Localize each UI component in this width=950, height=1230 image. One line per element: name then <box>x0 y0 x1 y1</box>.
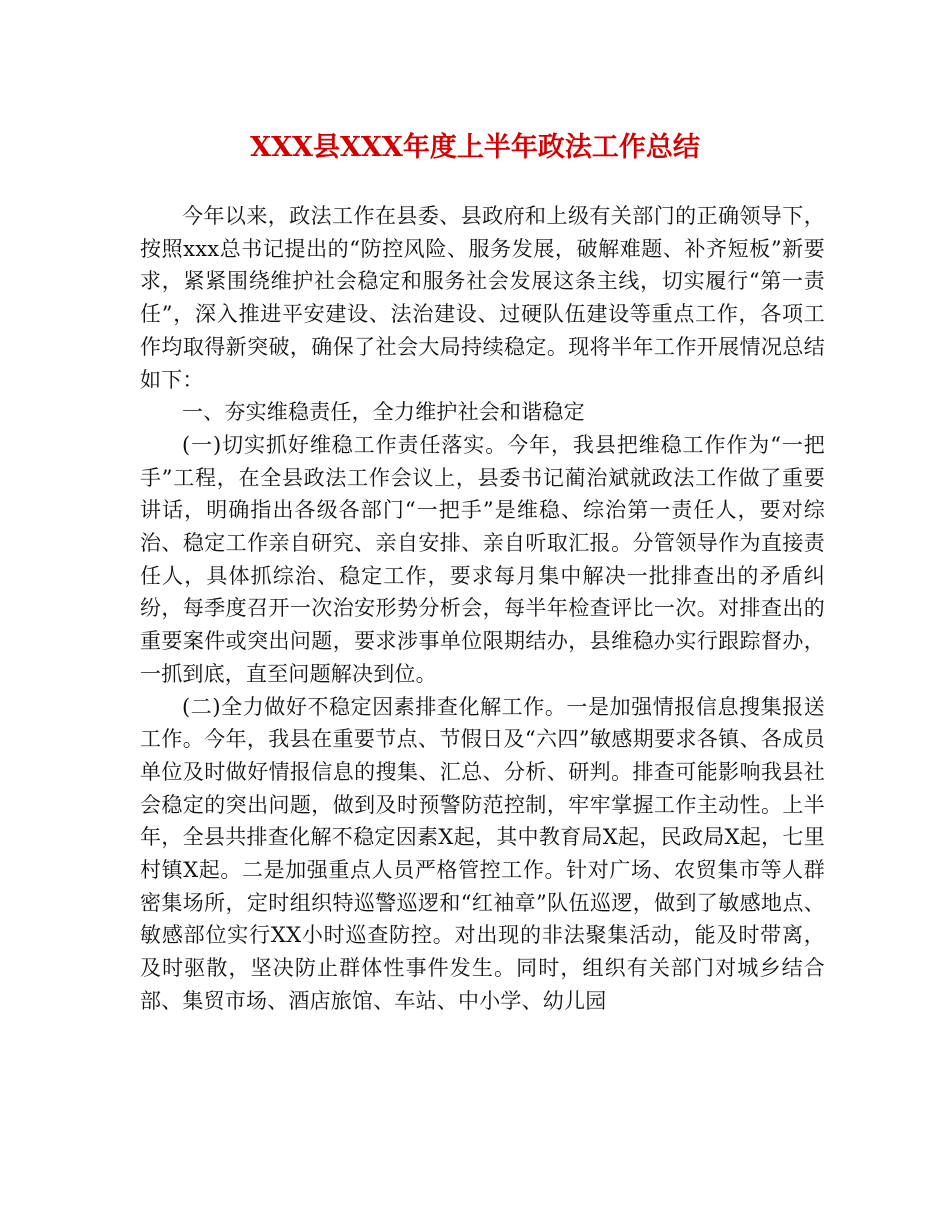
section-heading: 一、夯实维稳责任，全力维护社会和谐稳定 <box>182 400 585 425</box>
document-body <box>140 200 825 1018</box>
paragraph-responsibility: (一)切实抓好维稳工作责任落实。今年，我县把维稳工作作为“一把手”工程，在全县政法工作会议上，县委书记蔺治斌就政法工作做了重要讲话，明确指出各级各部门“一把手”是维稳、综治第一责任人，要对综治、稳定工作亲自研究、亲自安排、亲自听取汇报。分管领导作为直接责任人，具体抓综治、稳定工作，要求每月集中解决一批排查出的矛盾纠纷，每季度召开一次治安形势分析会，每半年检查评比一次。对排查出的重要案件或突出问题，要求涉事单位限期结办，县维稳办实行跟踪督办，一抓到底，直至问题解决到位。 <box>140 432 825 686</box>
paragraph-intro: 今年以来，政法工作在县委、县政府和上级有关部门的正确领导下，按照xxx总书记提出的“防控风险、服务发展，破解难题、补齐短板”新要求，紧紧围绕维护社会稳定和服务社会发展这条主线，切实履行“第一责任”，深入推进平安建设、法治建设、过硬队伍建设等重点工作，各项工作均取得新突破，确保了社会大局持续稳定。现将半年工作开展情况总结如下： <box>140 204 825 392</box>
document-title: XXX县XXX年度上半年政法工作总结 <box>250 132 700 163</box>
paragraph-investigation: (二)全力做好不稳定因素排查化解工作。一是加强情报信息搜集报送工作。今年，我县在重要节点、节假日及“六四”敏感期要求各镇、各成员单位及时做好情报信息的搜集、汇总、分析、研判。排查可能影响我县社会稳定的突出问题，做到及时预警防范控制，牢牢掌握工作主动性。上半年，全县共排查化解不稳定因素X起，其中教育局X起，民政局X起，七里村镇X起。二是加强重点人员严格管控工作。针对广场、农贸集市等人群密集场所，定时组织特巡警巡逻和“红袖章”队伍巡逻，做到了敏感地点、敏感部位实行XX小时巡查防控。对出现的非法聚集活动，能及时带离，及时驱散，坚决防止群体性事件发生。同时，组织有关部门对城乡结合部、集贸市场、酒店旅馆、车站、中小学、幼儿园 <box>140 694 825 1013</box>
